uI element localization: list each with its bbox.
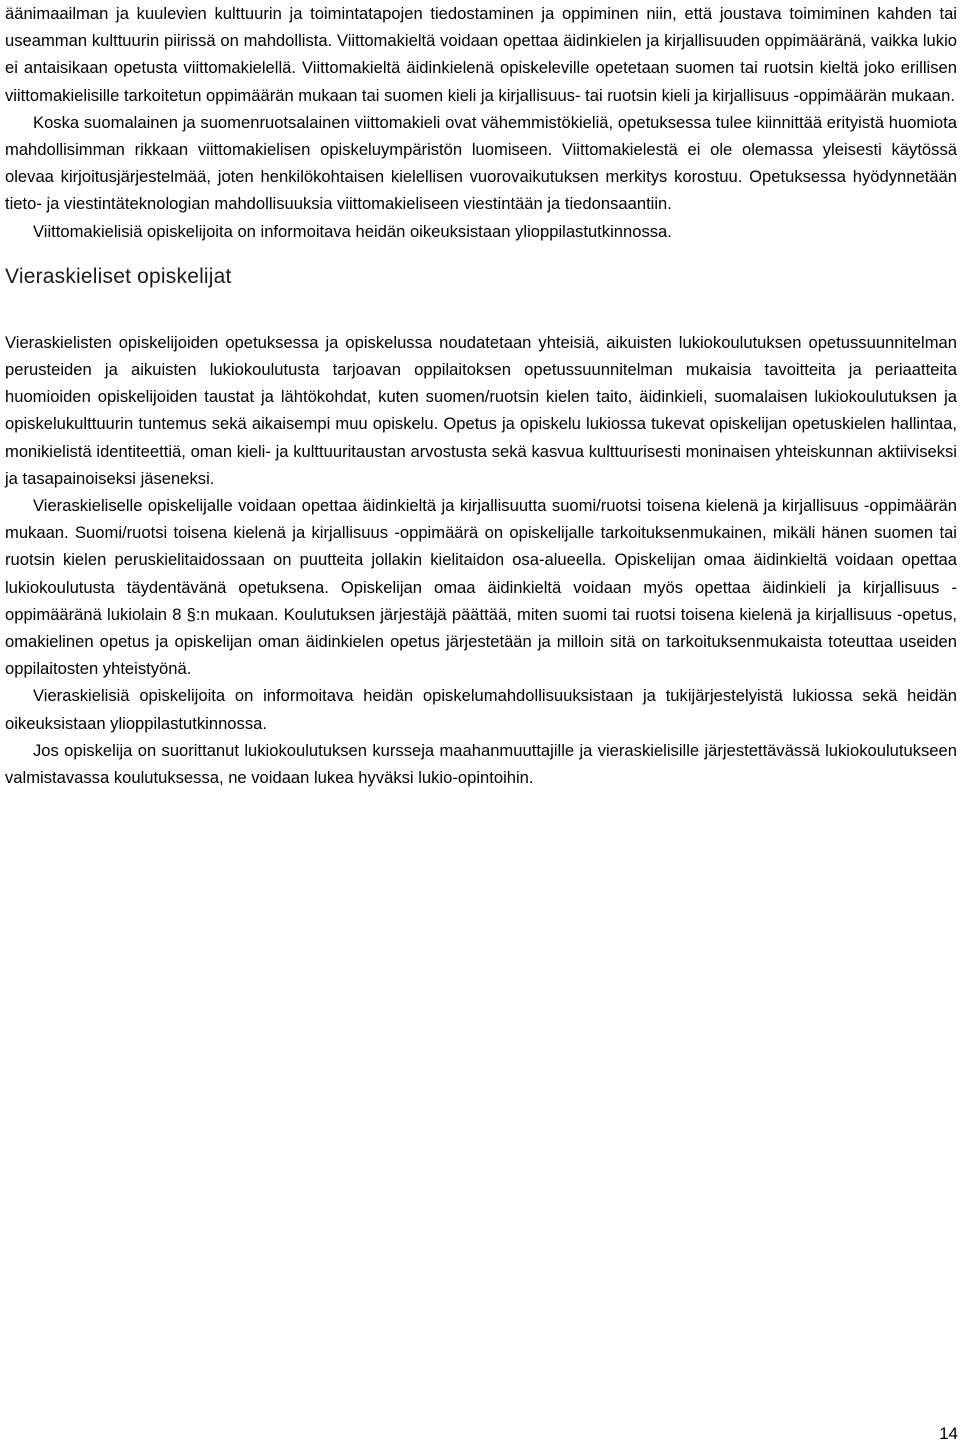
page-number: 14 [939,1424,958,1443]
top-text-block [5,0,957,245]
section-heading: Vieraskieliset opiskelijat [5,264,232,288]
paragraph: Jos opiskelija on suorittanut lukiokoulutuksen kursseja maahanmuuttajille ja vieraskielisille järjestettävässä lukiokoulutukseen valmistavassa koulutuksessa, ne voidaan lukea hyväksi lukio-opintoihin. [5,740,957,788]
section-body [5,329,957,791]
paragraph: Vieraskieliselle opiskelijalle voidaan opettaa äidinkieltä ja kirjallisuutta suomi/ruotsi toisena kielenä ja kirjallisuus -oppimäärän mukaan. Suomi/ruotsi toisena kielenä ja kirjallisuus -oppimäärä on opiskelijalle tarkoituksenmukainen, mikäli hänen suomen tai ruotsin kielen peruskielitaidossaan on puutteita jollakin kielitaidon osa-alueella. Opiskelijan omaa äidinkieltä voidaan opettaa lukiokoulutusta täydentävänä opetuksena. Opiskelijan omaa äidinkieltä voidaan myös opettaa äidinkieli ja kirjallisuus -oppimääränä lukiolain 8 §:n mukaan. Koulutuksen järjestäjä päättää, miten suomi tai ruotsi toisena kielenä ja kirjallisuus -opetus, omakielinen opetus ja opiskelijan oman äidinkielen opetus järjestetään ja milloin sitä on tarkoituksenmukaista toteuttaa useiden oppilaitosten yhteistyönä. [5,496,957,679]
paragraph: Viittomakielisiä opiskelijoita on informoitava heidän oikeuksistaan ylioppilastutkinnossa. [33,221,672,241]
paragraph: Vieraskielisten opiskelijoiden opetuksessa ja opiskelussa noudatetaan yhteisiä, aikuisten lukiokoulutuksen opetussuunnitelman perusteiden ja aikuisten lukiokoulutusta tarjoavan oppilaitoksen opetussuunnitelman mukaisia tavoitteita ja periaatteita huomioiden opiskelijoiden taustat ja lähtökohdat, kuten suomen/ruotsin kielen taito, äidinkieli, suomalaisen lukiokoulutuksen ja opiskelukulttuurin tuntemus sekä aikaisempi muu opiskelu. Opetus ja opiskelu lukiossa tukevat opiskelijan opetuskielen hallintaa, monikielistä identiteettiä, oman kieli- ja kulttuuritaustan arvostusta sekä kasvua kulttuurisesti moninaisen yhteiskunnan aktiiviseksi ja tasapainoiseksi jäseneksi. [5,332,957,488]
paragraph: Koska suomalainen ja suomenruotsalainen viittomakieli ovat vähemmistökieliä, opetuksessa tulee kiinnittää erityistä huomiota mahdollisimman rikkaan viittomakielisen opiskeluympäristön luomiseen. Viittomakielestä ei ole olemassa yleisesti käytössä olevaa kirjoitusjärjestelmää, joten henkilökohtaisen kielellisen vuorovaikutuksen merkitys korostuu. Opetuksessa hyödynnetään tieto- ja viestintäteknologian mahdollisuuksia viittomakieliseen viestintään ja tiedonsaantiin. [5,112,957,214]
paragraph-continued: äänimaailman ja kuulevien kulttuurin ja toimintatapojen tiedostaminen ja oppiminen niin, että joustava toimiminen kahden tai useamman kulttuurin piirissä on mahdollista. Viittomakieltä voidaan opettaa äidinkielen ja kirjallisuuden oppimääränä, vaikka lukio ei antaisikaan opetusta viittomakielellä. Viittomakieltä äidinkielenä opiskeleville opetetaan suomen tai ruotsin kieltä joko erillisen viittomakielisille tarkoitetun oppimäärän mukaan tai suomen kieli ja kirjallisuus- tai ruotsin kieli ja kirjallisuus -oppimäärän mukaan. [5,4,957,105]
document-page [5,0,957,791]
paragraph: Vieraskielisiä opiskelijoita on informoitava heidän opiskelumahdollisuuksistaan ja tukijärjestelyistä lukiossa sekä heidän oikeuksistaan ylioppilastutkinnossa. [5,686,957,733]
